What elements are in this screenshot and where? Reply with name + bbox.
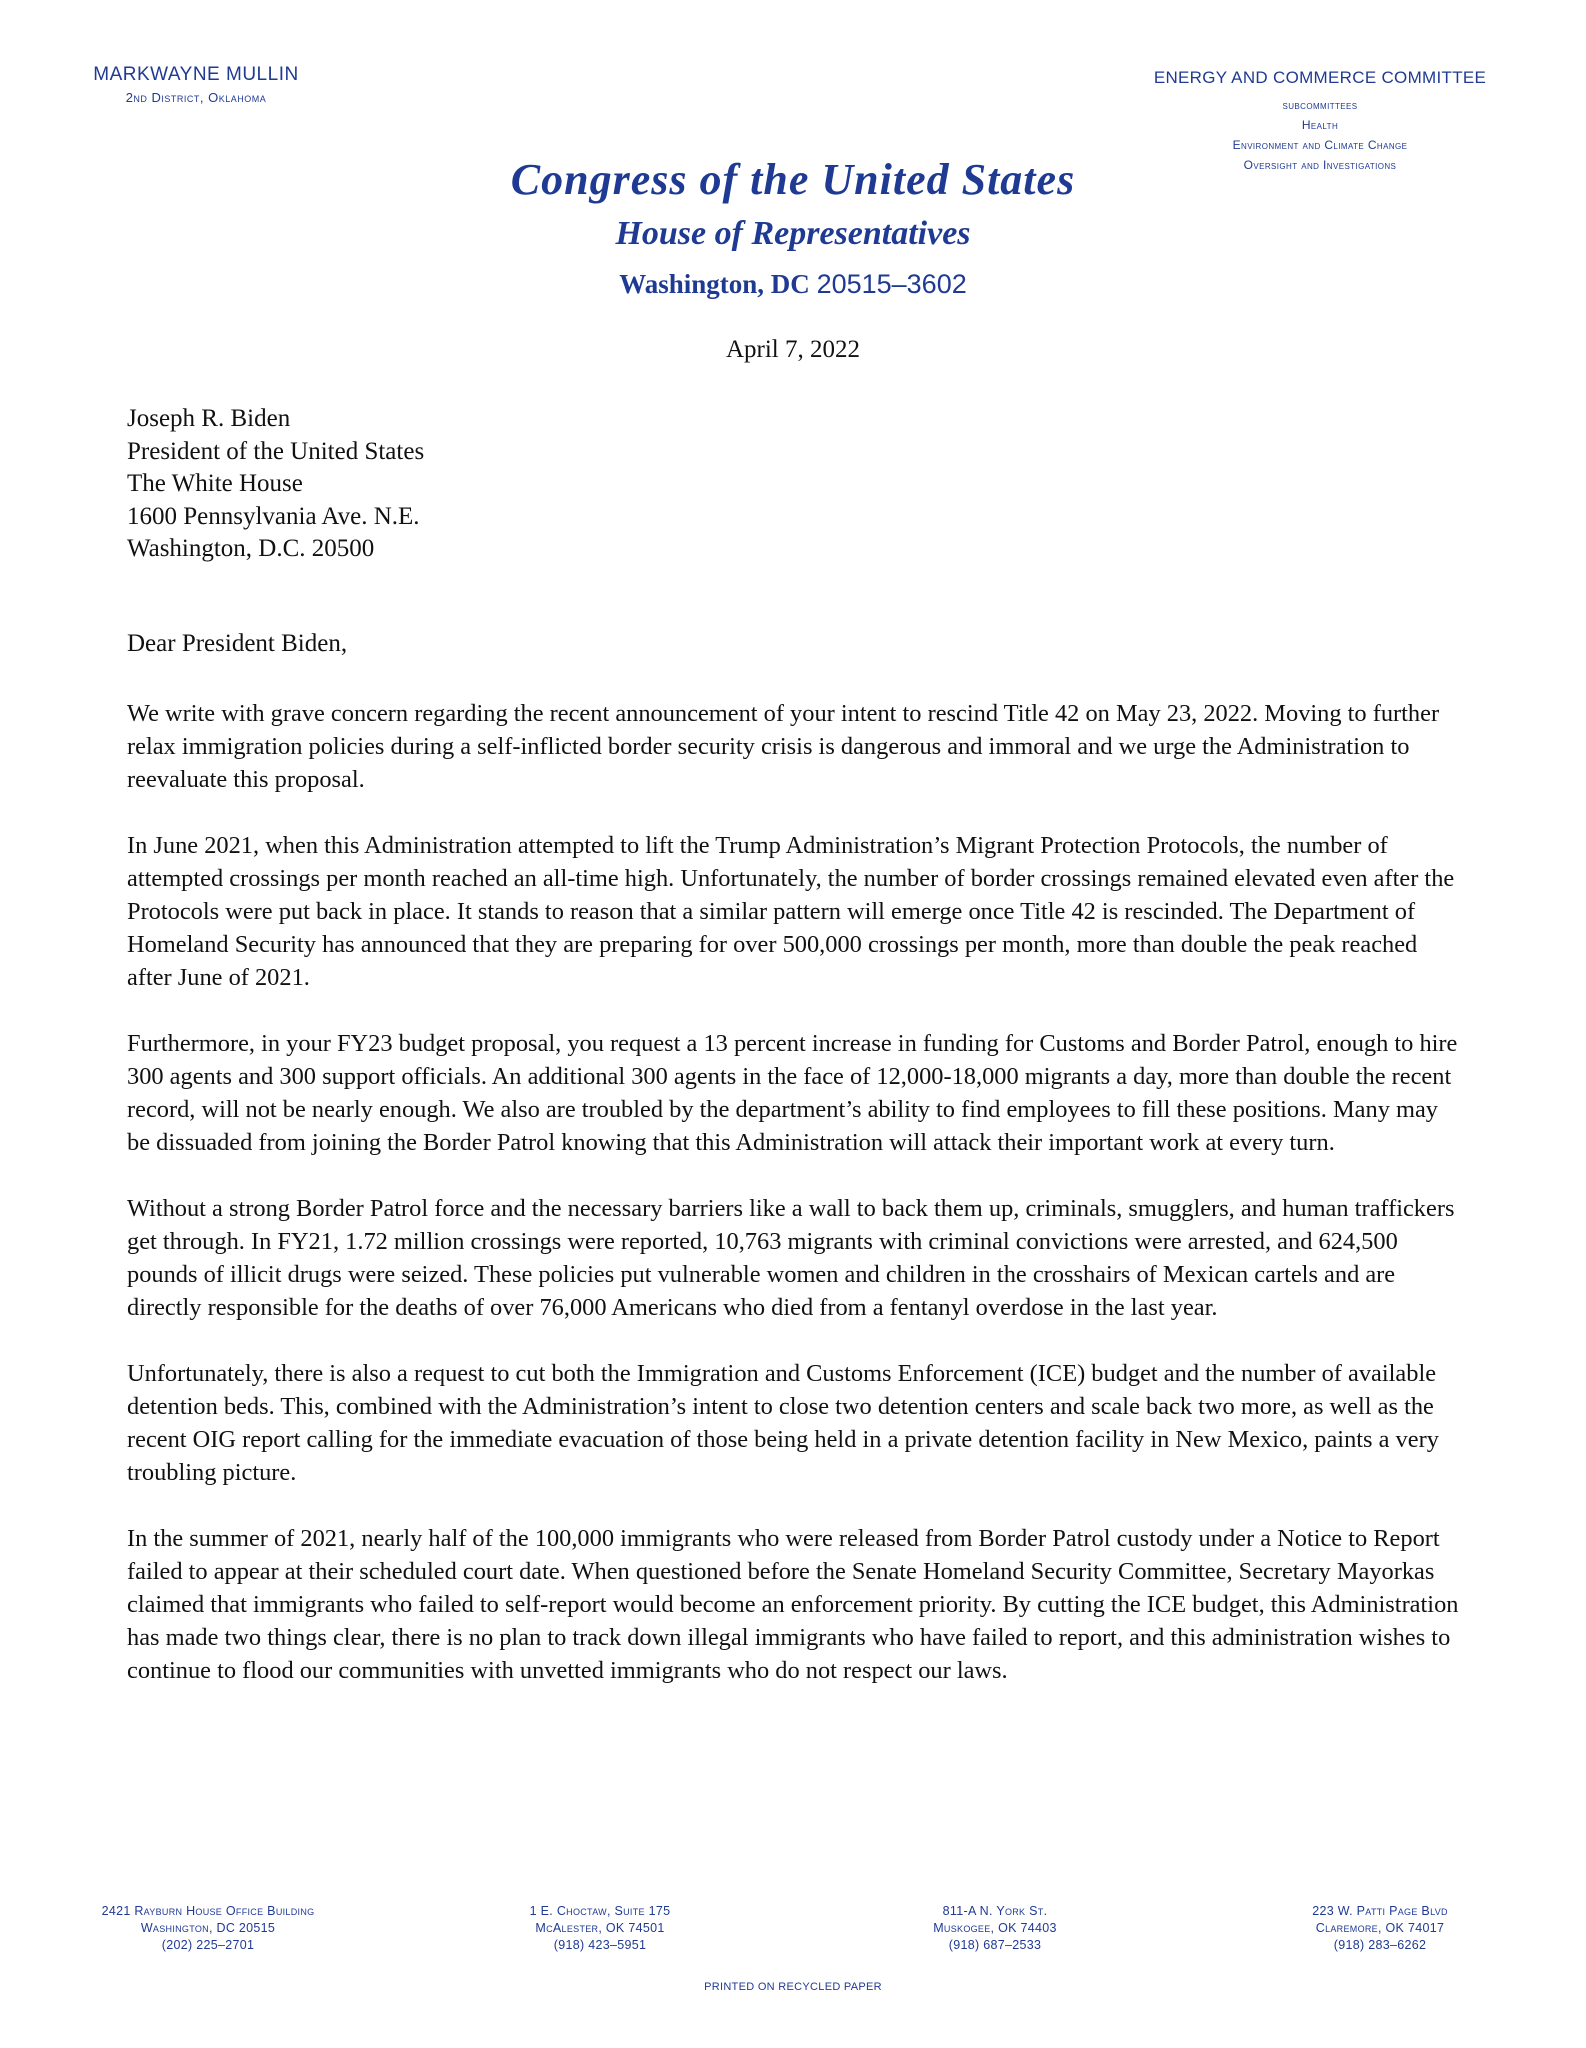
paragraph: We write with grave concern regarding the recent announcement of your intent to rescind Title 42 on May 23, 2022. Moving to further relax immigration policies during a self-inflicted border security crisis is dangerous and immoral and we urge the Administration to reevaluate this proposal. [127,700,1440,793]
printed-note: PRINTED ON RECYCLED PAPER [704,1981,882,1993]
letterhead-address [393,264,1193,304]
subcommittees-label: subcommittees [1282,98,1358,112]
recipient-line: 1600 Pennsylvania Ave. N.E. [127,502,420,530]
committee-name: ENERGY AND COMMERCE COMMITTEE [1153,68,1487,87]
paragraph: In June 2021, when this Administration attempted to lift the Trump Administration’s Migrant Protection Protocols, the number of attempted crossings per month reached an all-time high. Unfortunately, the number of border crossings remained elevated even after the Protocols were put back in place. It stands to reason that a similar pattern will emerge once Title 42 is rescinded. The Department of Homeland Security has announced that they are preparing for over 500,000 crossings per month, more than double the peak reached after June of 2021. [127,832,1455,991]
office-line: Muskogee, OK 74403 [933,1921,1057,1935]
paragraph: Without a strong Border Patrol force and the necessary barriers like a wall to back them up, criminals, smugglers, and human traffickers get through. In FY21, 1.72 million crossings were reported, 10,763 migrants with criminal convictions were arrested, and 624,500 pounds of illicit drugs were seized. These policies put vulnerable women and children in the crosshairs of Mexican cartels and are directly responsible for the deaths of over 76,000 Americans who died from a fentanyl overdose in the last year. [127,1195,1455,1321]
office-line: 223 W. Patti Page Blvd [1312,1904,1448,1918]
letterhead [393,152,1193,304]
office-line: (202) 225–2701 [161,1938,255,1952]
member-name: MARKWAYNE MULLIN [93,64,299,85]
office-claremore [1230,1903,1530,1954]
member-district: 2nd District, Oklahoma [125,90,267,105]
office-muskogee [845,1903,1145,1954]
member-header [76,64,316,105]
office-line: (918) 687–2533 [948,1938,1042,1952]
letterhead-congress: Congress of the United States [510,155,1076,204]
subcommittee-environment: Environment and Climate Change [1232,138,1408,152]
recipient-line: Washington, D.C. 20500 [127,535,375,562]
recipient-line: Joseph R. Biden [127,405,291,432]
subcommittee-health: Health [1301,118,1339,132]
letter-date: April 7, 2022 [725,336,861,363]
letterhead-house: House of Representatives [615,215,971,252]
office-line: (918) 283–6262 [1333,1938,1427,1952]
paragraph: In the summer of 2021, nearly half of the 100,000 immigrants who were released from Border Patrol custody under a Notice to Report failed to appear at their scheduled court date. When questioned before the Senate Homeland Security Committee, Secretary Mayorkas claimed that immigrants who failed to self-report would become an enforcement priority. By cutting the ICE budget, this Administration has made two things clear, there is no plan to track down illegal immigrants who have failed to report, and this administration wishes to continue to flood our communities with unvetted immigrants who do not respect our laws. [127,1525,1459,1684]
letterhead-zip: 20515–3602 [816,269,967,299]
recipient-line: The White House [127,470,303,497]
committee-header [1140,68,1500,173]
office-mcalester [450,1903,750,1954]
salutation: Dear President Biden, [127,630,348,657]
paragraph: Furthermore, in your FY23 budget proposal, you request a 13 percent increase in funding for Customs and Border Patrol, enough to hire 300 agents and 300 support officials. An additional 300 agents in the face of 12,000-18,000 migrants a day, more than double the recent record, will not be nearly enough. We also are troubled by the department’s ability to find employees to fill these positions. Many may be dissuaded from joining the Border Patrol knowing that this Administration will attack their important work at every turn. [127,1030,1458,1156]
office-washington [58,1903,358,1954]
recipient-address [127,403,424,566]
subcommittee-oversight: Oversight and Investigations [1243,158,1397,172]
office-line: 2421 Rayburn House Office Building [101,1904,315,1918]
paragraph: Unfortunately, there is also a request to cut both the Immigration and Customs Enforcement (ICE) budget and the number of available detention beds. This, combined with the Administration’s intent to close two detention centers and scale back two more, as well as the recent OIG report calling for the immediate evacuation of those being held in a private detention facility in New Mexico, paints a very troubling picture. [127,1360,1439,1486]
office-line: McAlester, OK 74501 [535,1921,665,1935]
office-line: 811-A N. York St. [942,1904,1048,1918]
office-line: 1 E. Choctaw, Suite 175 [529,1904,671,1918]
office-line: Claremore, OK 74017 [1315,1921,1445,1935]
recipient-line: President of the United States [127,437,425,465]
letterhead-city: Washington, DC [619,269,810,299]
office-line: (918) 423–5951 [553,1938,647,1952]
office-line: Washington, DC 20515 [140,1921,276,1935]
letter-body [127,697,1462,1720]
